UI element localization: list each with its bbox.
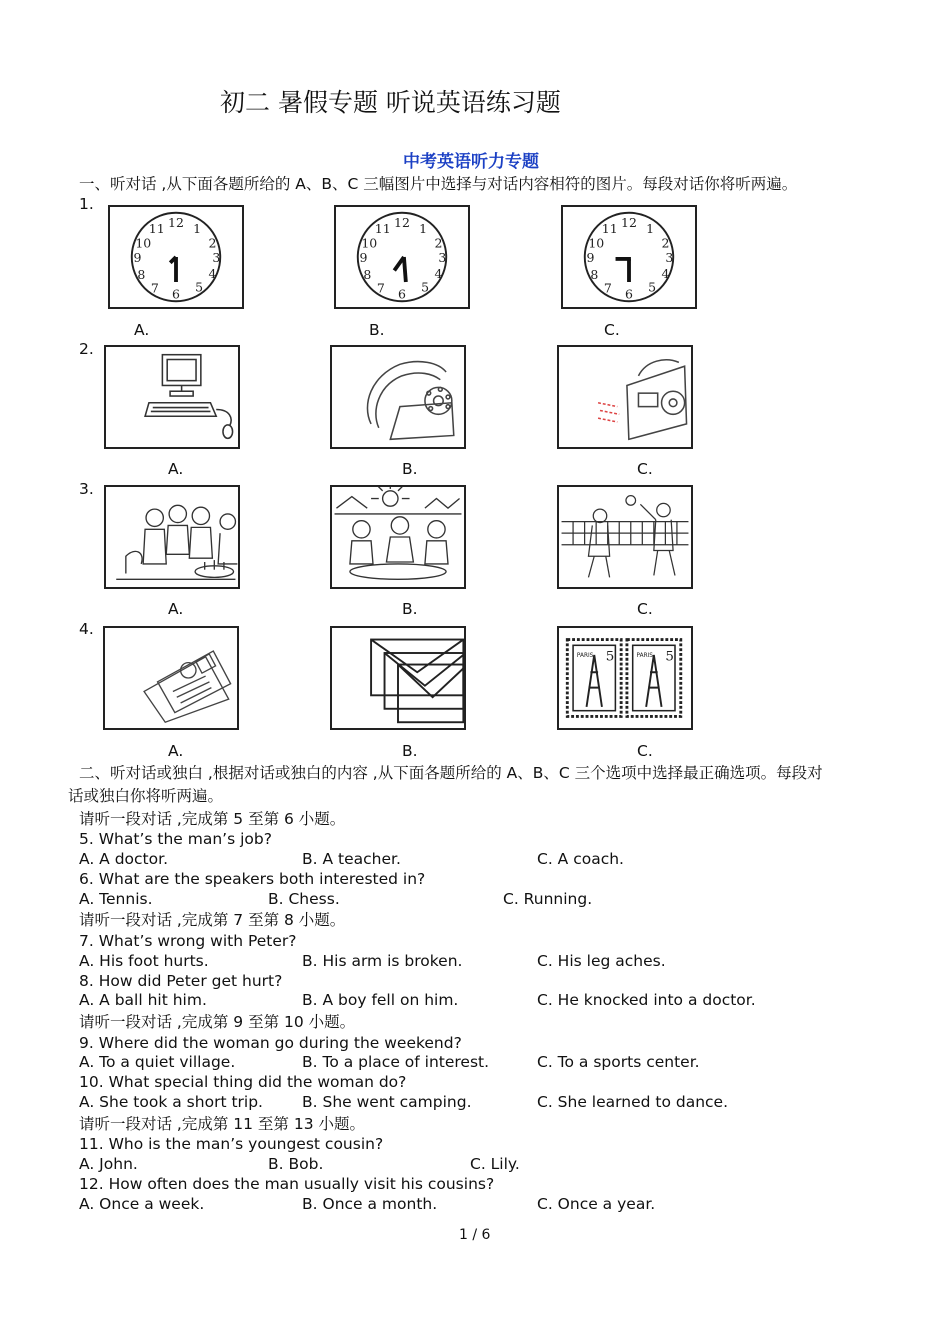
- option-a: A. Tennis.: [79, 890, 153, 908]
- svg-text:3: 3: [665, 249, 674, 265]
- svg-text:4: 4: [434, 266, 443, 282]
- question-text: 8. How did Peter get hurt?: [79, 972, 283, 990]
- part1-instruction: 一、听对话 ,从下面各题所给的 A、B、C 三幅图片中选择与对话内容相符的图片。每段对话你将听两遍。: [79, 175, 798, 193]
- question-text: 9. Where did the woman go during the weekend?: [79, 1034, 462, 1052]
- birthday-party-icon: [104, 485, 240, 589]
- svg-text:2: 2: [208, 235, 217, 251]
- question-text: 11. Who is the man’s youngest cousin?: [79, 1135, 384, 1153]
- svg-text:10: 10: [588, 235, 605, 251]
- telephone-icon: [330, 345, 466, 449]
- option-c: C. Running.: [503, 890, 593, 908]
- option-b: B. Bob.: [268, 1155, 324, 1173]
- question-text: 10. What special thing did the woman do?: [79, 1073, 407, 1091]
- option-a: A. John.: [79, 1155, 138, 1173]
- envelopes-icon: [330, 626, 466, 730]
- svg-text:10: 10: [135, 235, 152, 251]
- option-c: C. Once a year.: [537, 1195, 656, 1213]
- option-b: B. To a place of interest.: [302, 1053, 490, 1071]
- question-number-1: 1.: [79, 195, 94, 213]
- radio-icon: [557, 345, 693, 449]
- part2-instruction-line2: 话或独白你将听两遍。: [68, 787, 224, 805]
- q1-option-b-label: B.: [369, 321, 385, 339]
- option-a: A. A doctor.: [79, 850, 168, 868]
- option-c: C. His leg aches.: [537, 952, 666, 970]
- svg-text:5: 5: [648, 279, 657, 295]
- svg-text:2: 2: [434, 235, 443, 251]
- letter-icon: [103, 626, 239, 730]
- picnic-icon: [330, 485, 466, 589]
- option-c: C. Lily.: [470, 1155, 520, 1173]
- q4-option-b-label: B.: [402, 742, 418, 760]
- svg-text:6: 6: [172, 286, 180, 302]
- svg-text:8: 8: [137, 267, 146, 283]
- option-b: B. Once a month.: [302, 1195, 438, 1213]
- computer-icon: [104, 345, 240, 449]
- question-number-3: 3.: [79, 480, 94, 498]
- q2-option-c-label: C.: [637, 460, 653, 478]
- q3-option-c-label: C.: [637, 600, 653, 618]
- option-b: B. A boy fell on him.: [302, 991, 459, 1009]
- page-title: 初二 暑假专题 听说英语练习题: [220, 88, 561, 117]
- option-a: A. His foot hurts.: [79, 952, 209, 970]
- svg-text:3: 3: [438, 249, 447, 265]
- svg-text:6: 6: [398, 286, 406, 302]
- svg-text:8: 8: [590, 267, 599, 283]
- svg-text:PARIS: PARIS: [636, 652, 653, 659]
- question-text: 12. How often does the man usually visit his cousins?: [79, 1175, 495, 1193]
- option-a: A. A ball hit him.: [79, 991, 207, 1009]
- option-b: B. Chess.: [268, 890, 340, 908]
- svg-text:11: 11: [374, 220, 391, 236]
- svg-text:9: 9: [359, 249, 368, 265]
- group-intro: 请听一段对话 ,完成第 5 至第 6 小题。: [79, 810, 346, 828]
- q3-option-b-label: B.: [402, 600, 418, 618]
- q1-option-a-label: A.: [134, 321, 150, 339]
- option-c: C. A coach.: [537, 850, 624, 868]
- option-c: C. To a sports center.: [537, 1053, 700, 1071]
- group-intro: 请听一段对话 ,完成第 7 至第 8 小题。: [79, 911, 346, 929]
- svg-text:5: 5: [421, 279, 430, 295]
- question-text: 7. What’s wrong with Peter?: [79, 932, 297, 950]
- option-b: B. A teacher.: [302, 850, 401, 868]
- option-b: B. His arm is broken.: [302, 952, 463, 970]
- q4-option-a-label: A.: [168, 742, 184, 760]
- page-number: 1 / 6: [459, 1227, 491, 1243]
- option-c: C. She learned to dance.: [537, 1093, 729, 1111]
- stamps-icon: [557, 626, 693, 730]
- svg-text:9: 9: [133, 249, 142, 265]
- question-text: 6. What are the speakers both interested in?: [79, 870, 426, 888]
- question-number-4: 4.: [79, 620, 94, 638]
- question-text: 5. What’s the man’s job?: [79, 830, 272, 848]
- svg-text:4: 4: [661, 266, 670, 282]
- svg-text:12: 12: [394, 215, 410, 231]
- svg-text:7: 7: [603, 280, 612, 296]
- clock-one-thirty-five-icon: [334, 205, 470, 309]
- section-subtitle: 中考英语听力专题: [403, 152, 539, 172]
- svg-text:2: 2: [661, 235, 670, 251]
- group-intro: 请听一段对话 ,完成第 11 至第 13 小题。: [79, 1115, 366, 1133]
- q1-option-c-label: C.: [604, 321, 620, 339]
- part2-instruction-line1: 二、听对话或独白 ,根据对话或独白的内容 ,从下面各题所给的 A、B、C 三个选项中选择最正确选项。每段对: [79, 764, 823, 782]
- svg-text:7: 7: [150, 280, 159, 296]
- svg-text:5: 5: [605, 649, 615, 665]
- clock-half-past-one-icon: [108, 205, 244, 309]
- q3-option-a-label: A.: [168, 600, 184, 618]
- svg-text:11: 11: [601, 220, 618, 236]
- q4-option-c-label: C.: [637, 742, 653, 760]
- svg-text:3: 3: [212, 249, 221, 265]
- svg-text:10: 10: [361, 235, 378, 251]
- option-c: C. He knocked into a doctor.: [537, 991, 756, 1009]
- option-a: A. She took a short trip.: [79, 1093, 263, 1111]
- svg-text:12: 12: [168, 215, 184, 231]
- option-a: A. Once a week.: [79, 1195, 205, 1213]
- question-number-2: 2.: [79, 340, 94, 358]
- q2-option-a-label: A.: [168, 460, 184, 478]
- svg-text:8: 8: [363, 267, 372, 283]
- clock-seven-thirty-icon: [561, 205, 697, 309]
- svg-text:1: 1: [419, 220, 428, 236]
- option-a: A. To a quiet village.: [79, 1053, 236, 1071]
- svg-text:12: 12: [621, 215, 637, 231]
- svg-text:5: 5: [665, 649, 674, 665]
- svg-text:5: 5: [195, 279, 204, 295]
- svg-text:11: 11: [148, 220, 165, 236]
- svg-text:9: 9: [586, 249, 595, 265]
- group-intro: 请听一段对话 ,完成第 9 至第 10 小题。: [79, 1013, 356, 1031]
- option-b: B. She went camping.: [302, 1093, 472, 1111]
- svg-text:6: 6: [625, 286, 633, 302]
- svg-text:1: 1: [193, 220, 202, 236]
- svg-text:PARIS: PARIS: [576, 652, 594, 659]
- svg-text:4: 4: [208, 266, 217, 282]
- volleyball-icon: [557, 485, 693, 589]
- svg-text:7: 7: [376, 280, 385, 296]
- q2-option-b-label: B.: [402, 460, 418, 478]
- svg-text:1: 1: [646, 220, 655, 236]
